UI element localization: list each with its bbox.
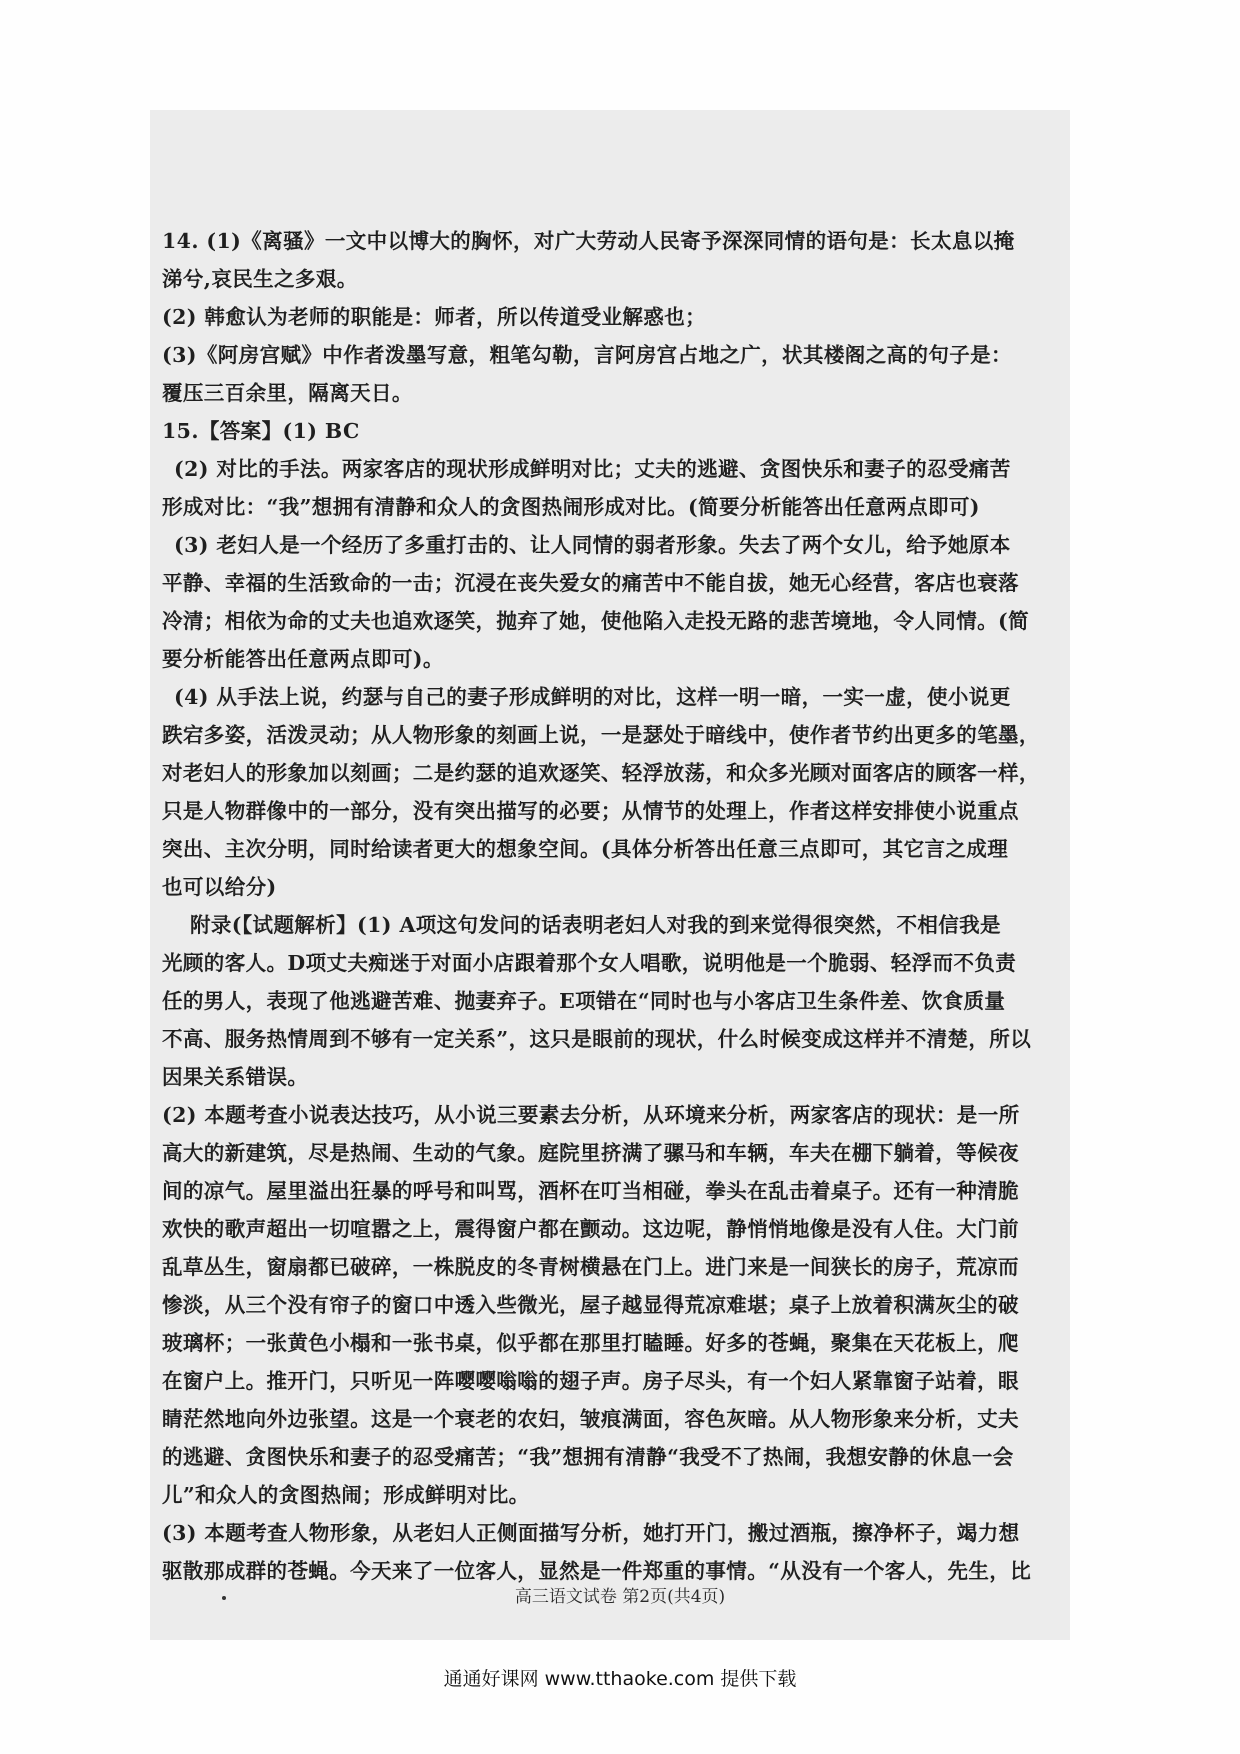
text-line: 不高、服务热情周到不够有一定关系”，这只是眼前的现状，什么时候变成这样并不清楚，所以 xyxy=(162,1027,1032,1051)
text-line: 欢快的歌声超出一切喧嚣之上，震得窗户都在颤动。这边呢，静悄悄地像是没有人住。大门前 xyxy=(162,1217,1019,1241)
text-line: 覆压三百余里，隔离天日。 xyxy=(162,381,413,405)
text-line: 15.【答案】(1) BC xyxy=(162,419,360,443)
text-line: 高大的新建筑，尽是热闹、生动的气象。庭院里挤满了骡马和车辆，车夫在棚下躺着，等候夜 xyxy=(162,1141,1019,1165)
text-line: 对老妇人的形象加以刻画；二是约瑟的追欢逐笑、轻浮放荡，和众多光顾对面客店的顾客一样， xyxy=(162,761,1040,785)
text-line: 驱散那成群的苍蝇。今天来了一位客人，显然是一件郑重的事情。“从没有一个客人，先生，比 xyxy=(162,1559,1032,1583)
text-line: 因果关系错误。 xyxy=(162,1065,309,1089)
text-line: 在窗户上。推开门，只听见一阵嘤嘤嗡嗡的翅子声。房子尽头，有一个妇人紧靠窗子站着，眼 xyxy=(162,1369,1019,1393)
text-line: 的逃避、贪图快乐和妻子的忍受痛苦；“我”想拥有清静“我受不了热闹，我想安静的休息一会 xyxy=(162,1445,1014,1469)
text-line: 突出、主次分明，同时给读者更大的想象空间。(具体分析答出任意三点即可，其它言之成理 xyxy=(162,837,1009,861)
text-line: 光顾的客人。D项丈夫痴迷于对面小店跟着那个女人唱歌，说明他是一个脆弱、轻浮而不负责 xyxy=(162,951,1017,975)
text-line: (3) 本题考查人物形象，从老妇人正侧面描写分析，她打开门，搬过酒瓶，擦净杯子，竭力想 xyxy=(162,1521,1020,1545)
page-number-footer: 高三语文试卷 第2页(共4页) xyxy=(514,1587,726,1607)
text-line: 附录(【试题解析】(1) A项这句发问的话表明老妇人对我的到来觉得很突然，不相信我是 xyxy=(190,913,1001,937)
text-line: 惨淡，从三个没有帘子的窗口中透入些微光，屋子越显得荒凉难堪；桌子上放着积满灰尘的破 xyxy=(162,1293,1019,1317)
text-line: 儿”和众人的贪图热闹；形成鲜明对比。 xyxy=(162,1483,530,1507)
download-credit: 通通好课网 www.tthaoke.com 提供下载 xyxy=(443,1668,797,1690)
text-line: 间的凉气。屋里溢出狂暴的呼号和叫骂，酒杯在叮当相碰，拳头在乱击着桌子。还有一种清脆 xyxy=(162,1179,1019,1203)
text-line: 跌宕多姿，活泼灵动；从人物形象的刻画上说，一是瑟处于暗线中，使作者节约出更多的笔墨， xyxy=(162,723,1040,747)
text-line: 睛茫然地向外边张望。这是一个衰老的农妇，皱痕满面，容色灰暗。从人物形象来分析，丈夫 xyxy=(162,1407,1019,1431)
text-line: 只是人物群像中的一部分，没有突出描写的必要；从情节的处理上，作者这样安排使小说重点 xyxy=(162,799,1019,823)
text-line: (2) 本题考查小说表达技巧，从小说三要素去分析，从环境来分析，两家客店的现状：是一所 xyxy=(162,1103,1020,1127)
text-line: 14. (1)《离骚》一文中以博大的胸怀，对广大劳动人民寄予深深同情的语句是：长太息以掩 xyxy=(162,229,1015,253)
text-line: (3) 老妇人是一个经历了多重打击的、让人同情的弱者形象。失去了两个女儿，给予她原本 xyxy=(174,533,1011,557)
text-line: 冷清；相依为命的丈夫也追欢逐笑，抛弃了她，使他陷入走投无路的悲苦境地，令人同情。(简 xyxy=(162,609,1029,633)
text-line: 乱草丛生，窗扇都已破碎，一株脱皮的冬青树横悬在门上。进门来是一间狭长的房子，荒凉而 xyxy=(162,1255,1019,1279)
text-line: (4) 从手法上说，约瑟与自己的妻子形成鲜明的对比，这样一明一暗，一实一虚，使小说更 xyxy=(174,685,1011,709)
text-line: 涕兮,哀民生之多艰。 xyxy=(162,267,358,291)
answer-text xyxy=(162,222,1040,1590)
text-line: (2) 韩愈认为老师的职能是：师者，所以传道受业解惑也； xyxy=(162,305,706,329)
text-line: 平静、幸福的生活致命的一击；沉浸在丧失爱女的痛苦中不能自拔，她无心经营，客店也衰落 xyxy=(162,571,1019,595)
text-line: (3)《阿房宫赋》中作者泼墨写意，粗笔勾勒，言阿房宫占地之广，状其楼阁之高的句子是： xyxy=(162,343,1012,367)
text-line: (2) 对比的手法。两家客店的现状形成鲜明对比；丈夫的逃避、贪图快乐和妻子的忍受痛苦 xyxy=(174,457,1011,481)
text-line: 要分析能答出任意两点即可)。 xyxy=(162,647,444,671)
text-line: 玻璃杯；一张黄色小榻和一张书桌，似乎都在那里打瞌睡。好多的苍蝇，聚集在天花板上，爬 xyxy=(162,1331,1019,1355)
text-line: 任的男人，表现了他逃避苦难、抛妻弃子。E项错在“同时也与小客店卫生条件差、饮食质量 xyxy=(162,989,1006,1013)
text-line: 也可以给分) xyxy=(162,875,277,899)
text-line: 形成对比：“我”想拥有清静和众人的贪图热闹形成对比。(简要分析能答出任意两点即可) xyxy=(162,495,980,519)
